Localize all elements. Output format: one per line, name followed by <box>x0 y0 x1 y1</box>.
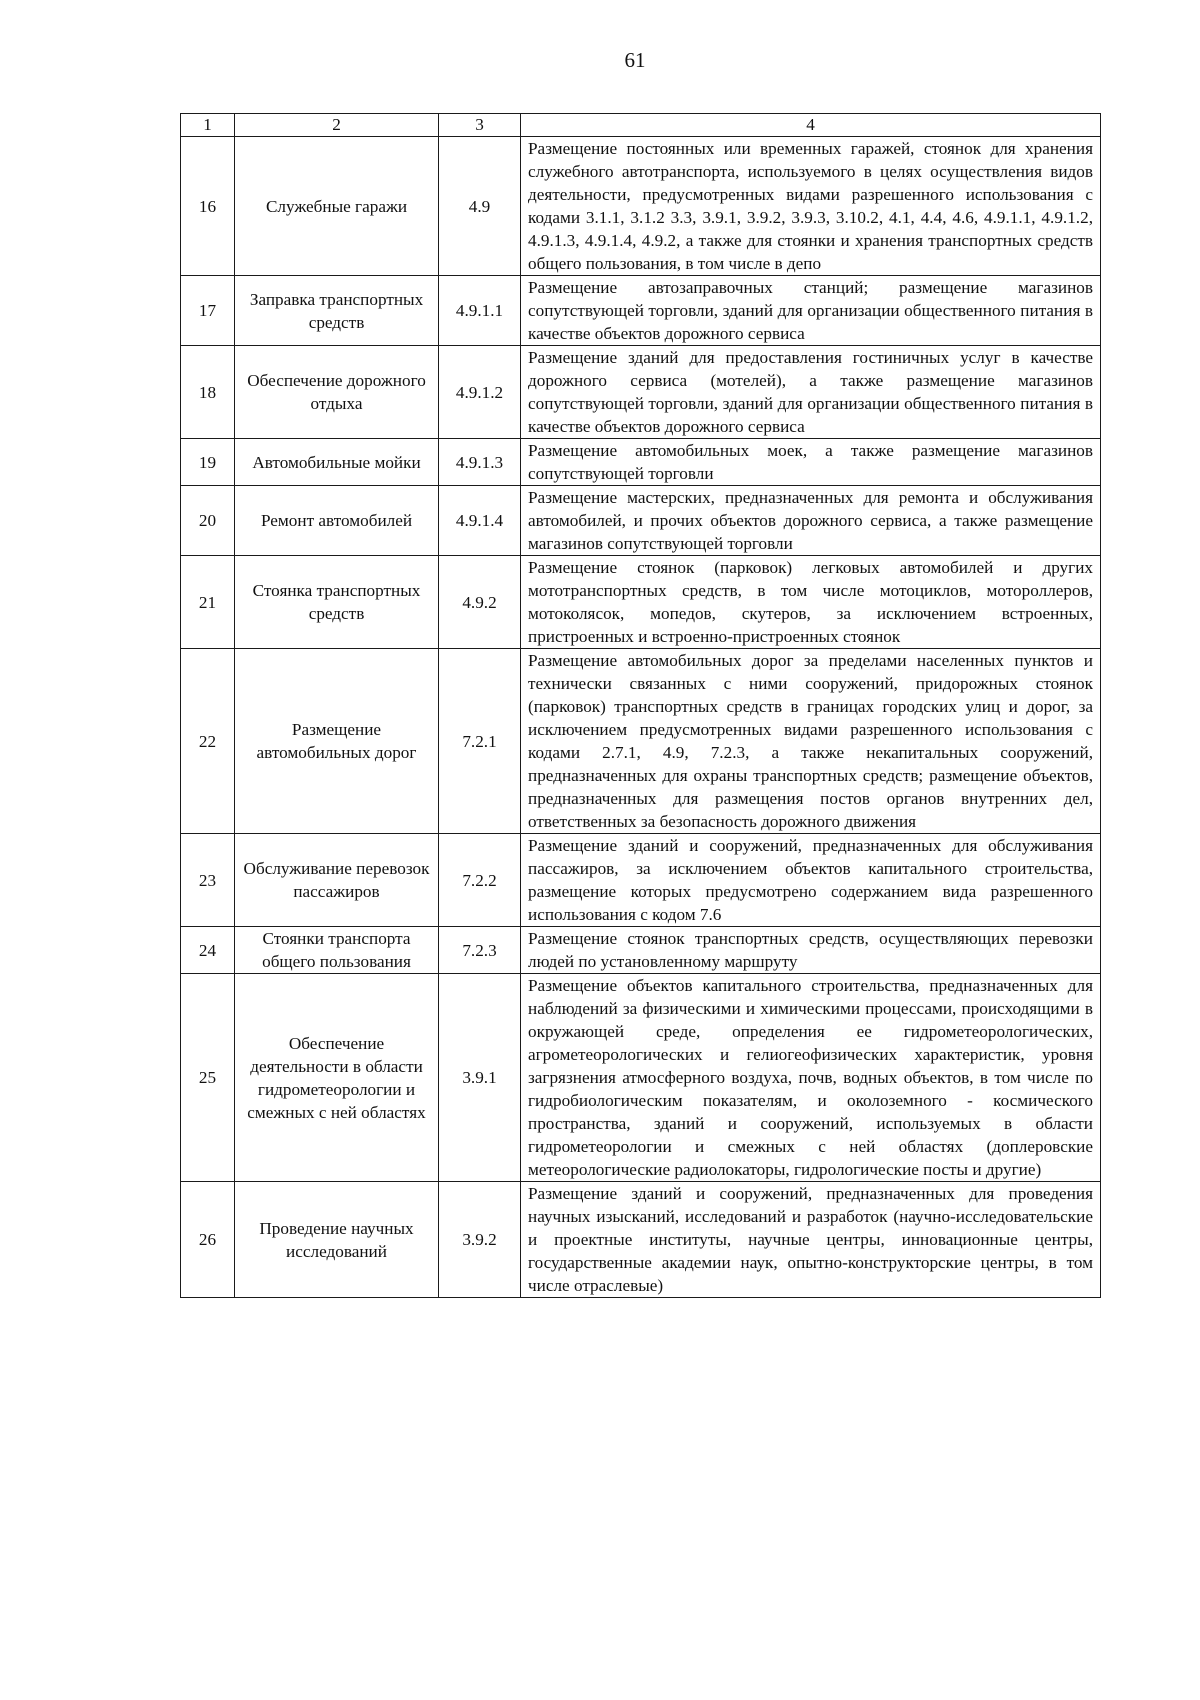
use-type-name: Размещение автомобильных дорог <box>235 649 439 834</box>
column-header-3: 3 <box>439 114 521 137</box>
use-type-code: 4.9.2 <box>439 556 521 649</box>
use-type-description: Размещение зданий и сооружений, предназначенных для проведения научных изысканий, исследований и разработок (научно-исследовательские и проектные институты, научные центры, инновационные центры, государственные академии наук, опытно-конструкторские центры, в том числе отраслевые) <box>521 1182 1101 1298</box>
column-header-2: 2 <box>235 114 439 137</box>
column-header-4: 4 <box>521 114 1101 137</box>
table-row <box>181 834 1101 927</box>
use-type-name: Заправка транспортных средств <box>235 276 439 346</box>
land-use-table <box>180 113 1101 1298</box>
use-type-name: Ремонт автомобилей <box>235 486 439 556</box>
table-row <box>181 486 1101 556</box>
use-type-code: 4.9.1.1 <box>439 276 521 346</box>
row-number: 17 <box>181 276 235 346</box>
row-number: 20 <box>181 486 235 556</box>
row-number: 21 <box>181 556 235 649</box>
use-type-description: Размещение автомобильных дорог за пределами населенных пунктов и технически связанных с ними сооружений, придорожных стоянок (парковок) транспортных средств в границах городских улиц и дорог, за исключением предусмотренных видами разрешенного использования с кодами 2.7.1, 4.9, 7.2.3, а также некапитальных сооружений, предназначенных для охраны транспортных средств; размещение объектов, предназначенных для размещения постов органов внутренних дел, ответственных за безопасность дорожного движения <box>521 649 1101 834</box>
use-type-name: Обеспечение дорожного отдыха <box>235 346 439 439</box>
row-number: 19 <box>181 439 235 486</box>
table-row <box>181 137 1101 276</box>
row-number: 24 <box>181 927 235 974</box>
use-type-code: 3.9.1 <box>439 974 521 1182</box>
use-type-description: Размещение объектов капитального строительства, предназначенных для наблюдений за физическими и химическими процессами, происходящими в окружающей среде, определения ее гидрометеорологических, агрометеорологических и гелиогеофизических характеристик, уровня загрязнения атмосферного воздуха, почв, водных объектов, в том числе по гидробиологическим показателям, и околоземного - космического пространства, зданий и сооружений, используемых в области гидрометеорологии и смежных с ней областях (доплеровские метеорологические радиолокаторы, гидрологические посты и другие) <box>521 974 1101 1182</box>
use-type-code: 4.9 <box>439 137 521 276</box>
table-row <box>181 439 1101 486</box>
use-type-name: Автомобильные мойки <box>235 439 439 486</box>
use-type-name: Обеспечение деятельности в области гидрометеорологии и смежных с ней областях <box>235 974 439 1182</box>
use-type-description: Размещение стоянок транспортных средств, осуществляющих перевозки людей по установленному маршруту <box>521 927 1101 974</box>
row-number: 23 <box>181 834 235 927</box>
use-type-description: Размещение зданий и сооружений, предназначенных для обслуживания пассажиров, за исключением объектов капитального строительства, размещение которых предусмотрено содержанием вида разрешенного использования с кодом 7.6 <box>521 834 1101 927</box>
use-type-description: Размещение постоянных или временных гаражей, стоянок для хранения служебного автотранспорта, используемого в целях осуществления видов деятельности, предусмотренных видами разрешенного использования с кодами 3.1.1, 3.1.2 3.3, 3.9.1, 3.9.2, 3.9.3, 3.10.2, 4.1, 4.4, 4.6, 4.9.1.1, 4.9.1.2, 4.9.1.3, 4.9.1.4, 4.9.2, а также для стоянки и хранения транспортных средств общего пользования, в том числе в депо <box>521 137 1101 276</box>
table-row <box>181 556 1101 649</box>
use-type-description: Размещение мастерских, предназначенных для ремонта и обслуживания автомобилей, и прочих объектов дорожного сервиса, а также размещение магазинов сопутствующей торговли <box>521 486 1101 556</box>
row-number: 18 <box>181 346 235 439</box>
page-number: 61 <box>624 48 646 72</box>
use-type-code: 7.2.3 <box>439 927 521 974</box>
table-row <box>181 927 1101 974</box>
use-type-name: Стоянка транспортных средств <box>235 556 439 649</box>
column-header-1: 1 <box>181 114 235 137</box>
row-number: 16 <box>181 137 235 276</box>
row-number: 26 <box>181 1182 235 1298</box>
use-type-code: 4.9.1.3 <box>439 439 521 486</box>
use-type-code: 4.9.1.4 <box>439 486 521 556</box>
use-type-code: 7.2.1 <box>439 649 521 834</box>
table-row <box>181 974 1101 1182</box>
use-type-name: Обслуживание перевозок пассажиров <box>235 834 439 927</box>
table-header-row <box>181 114 1101 137</box>
table-row <box>181 649 1101 834</box>
use-type-name: Проведение научных исследований <box>235 1182 439 1298</box>
use-type-description: Размещение автомобильных моек, а также размещение магазинов сопутствующей торговли <box>521 439 1101 486</box>
use-type-name: Служебные гаражи <box>235 137 439 276</box>
row-number: 25 <box>181 974 235 1182</box>
row-number: 22 <box>181 649 235 834</box>
table-row <box>181 346 1101 439</box>
use-type-code: 7.2.2 <box>439 834 521 927</box>
use-type-description: Размещение зданий для предоставления гостиничных услуг в качестве дорожного сервиса (мотелей), а также размещение магазинов сопутствующей торговли, зданий для организации общественного питания в качестве объектов дорожного сервиса <box>521 346 1101 439</box>
use-type-description: Размещение автозаправочных станций; размещение магазинов сопутствующей торговли, зданий для организации общественного питания в качестве объектов дорожного сервиса <box>521 276 1101 346</box>
table-row <box>181 276 1101 346</box>
use-type-name: Стоянки транспорта общего пользования <box>235 927 439 974</box>
use-type-code: 4.9.1.2 <box>439 346 521 439</box>
use-type-description: Размещение стоянок (парковок) легковых автомобилей и других мототранспортных средств, в том числе мотоциклов, мотороллеров, мотоколясок, мопедов, скутеров, за исключением встроенных, пристроенных и встроенно-пристроенных стоянок <box>521 556 1101 649</box>
use-type-code: 3.9.2 <box>439 1182 521 1298</box>
table-row <box>181 1182 1101 1298</box>
